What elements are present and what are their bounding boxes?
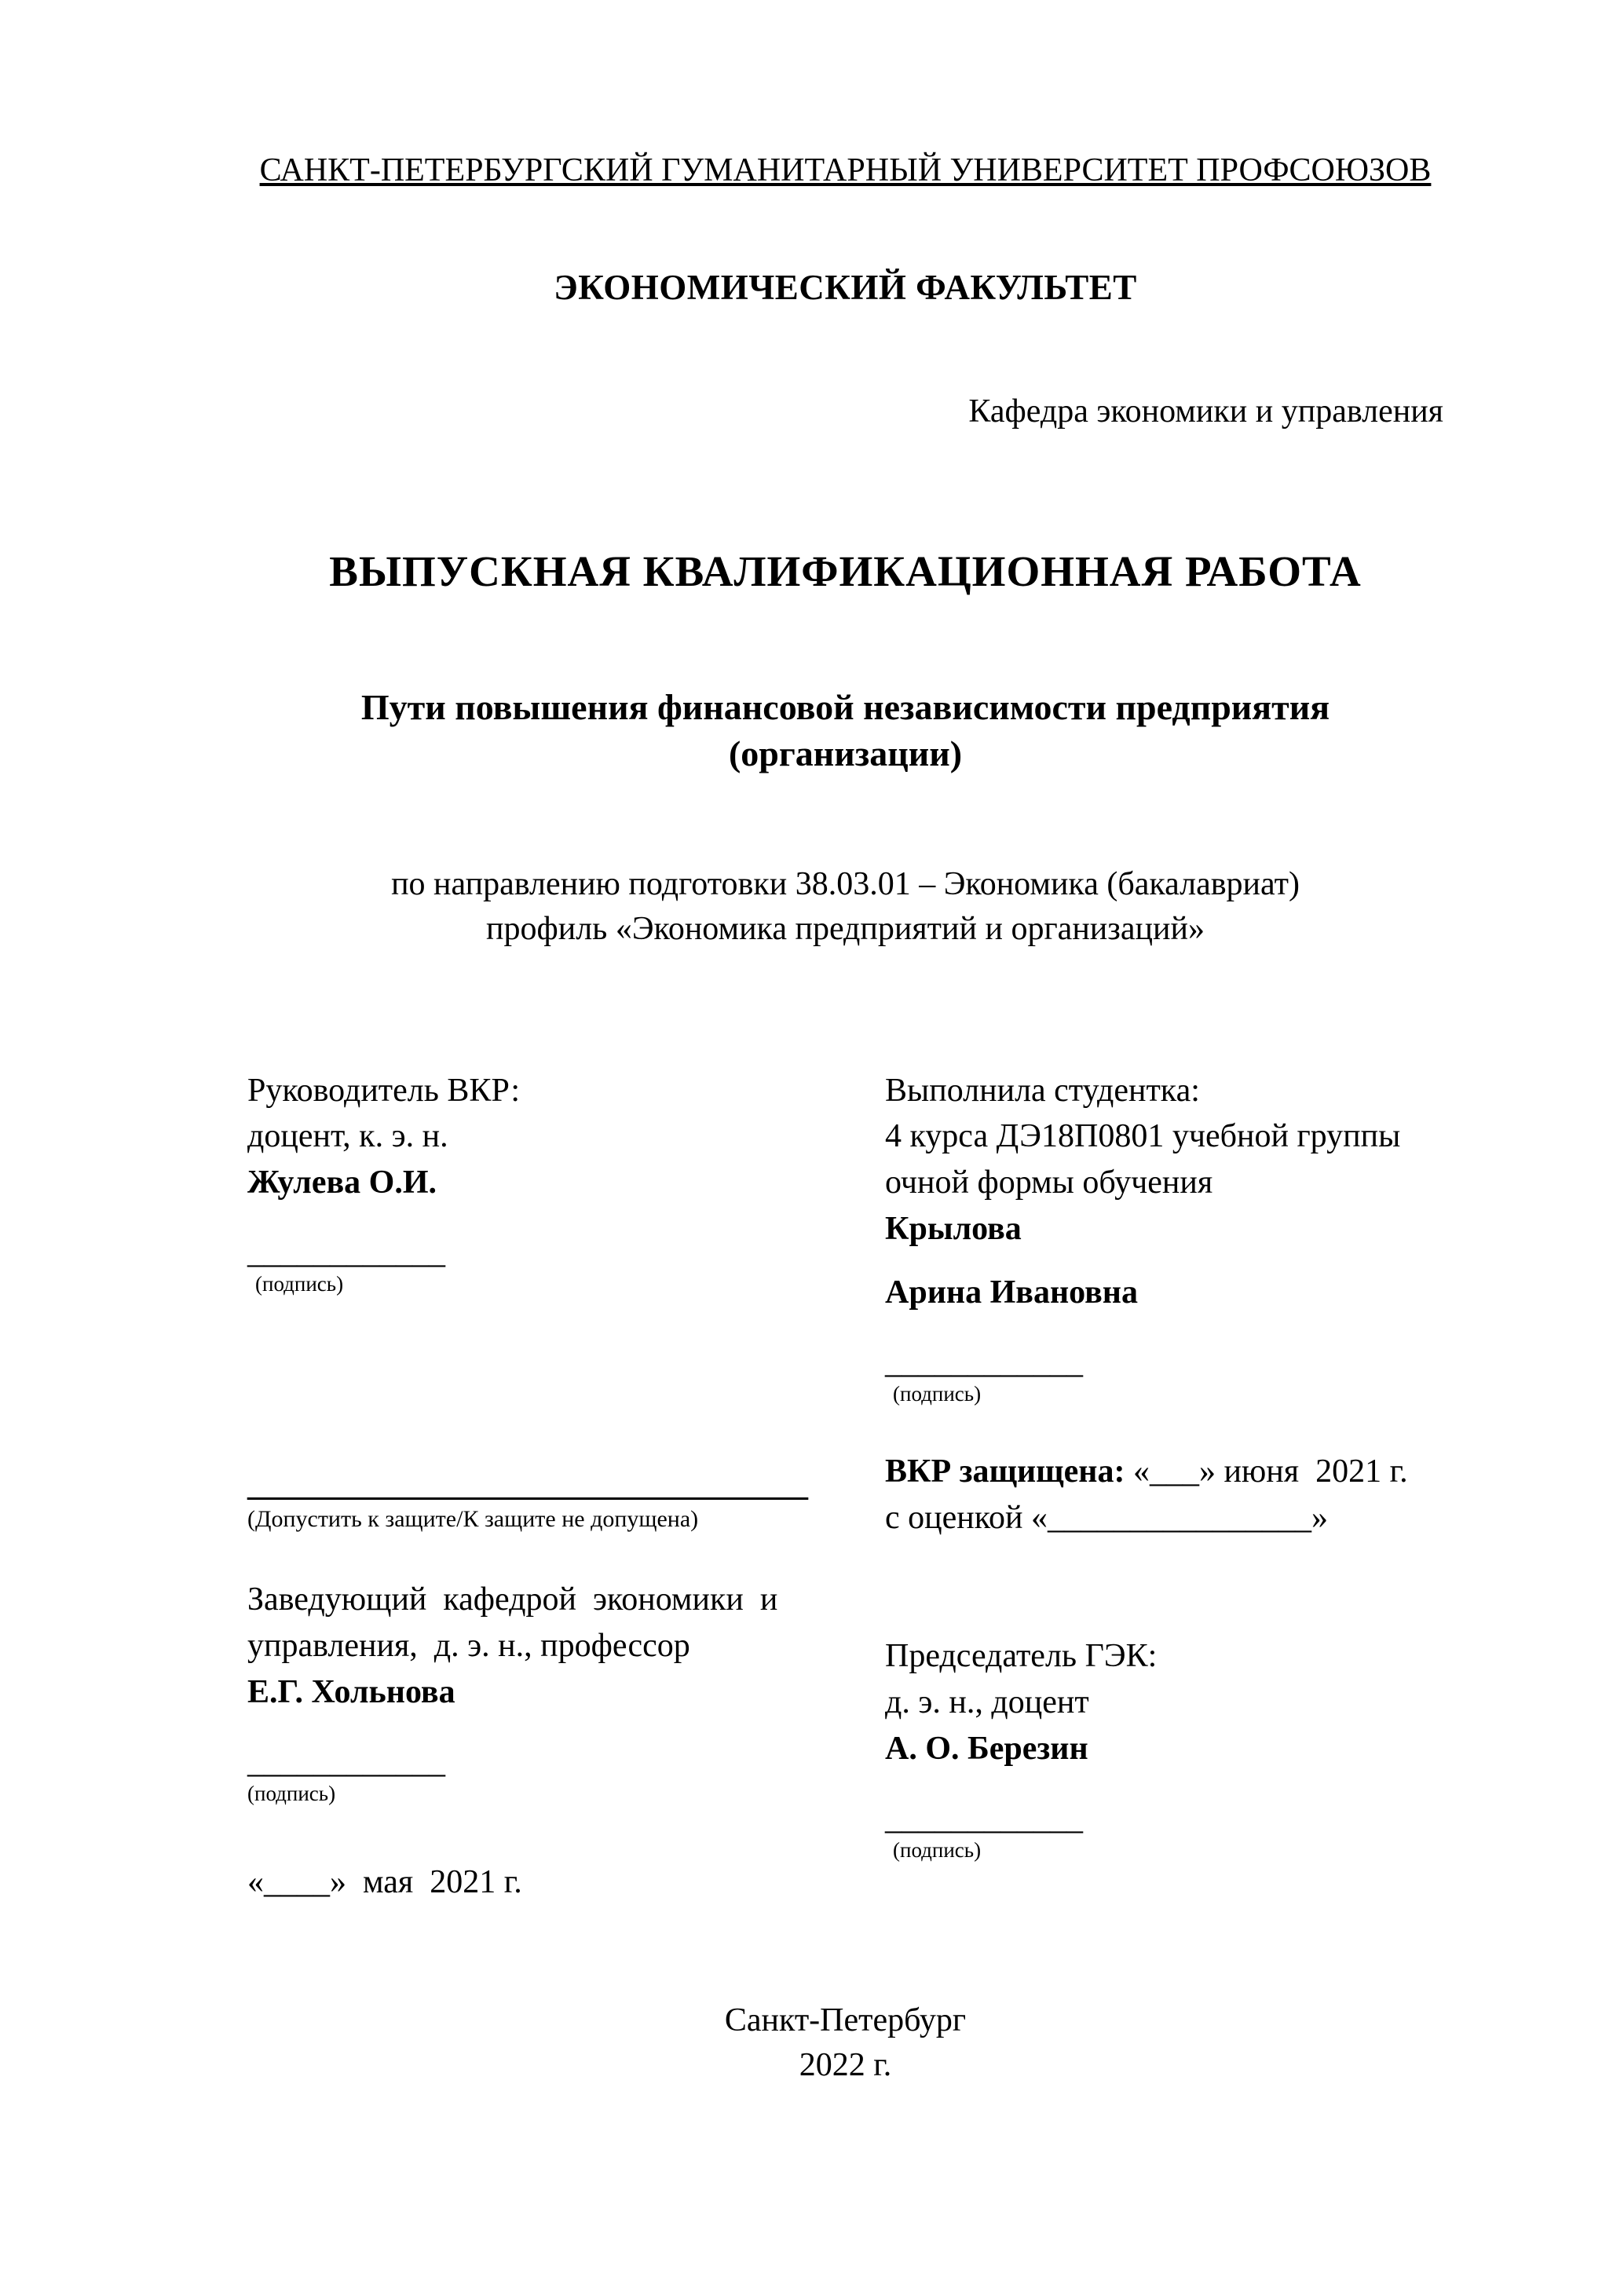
program-direction: по направлению подготовки 38.03.01 – Экономика (бакалавриат) [391, 866, 1300, 903]
department-name: Кафедра экономики и управления [968, 393, 1443, 430]
program-profile: профиль «Экономика предприятий и организаций» [486, 910, 1205, 947]
signatures-section [247, 1068, 1443, 1906]
gek-chair-role: Председатель ГЭК: [885, 1638, 1158, 1675]
supervisor-name: Жулева О.И. [247, 1164, 437, 1201]
defense-status-line [885, 1449, 1443, 1495]
program-info [247, 862, 1443, 951]
head-of-department-block [247, 1577, 885, 1808]
supervisor-title: доцент, к. э. н. [247, 1118, 448, 1155]
supervisor-signature-line: ____________ [247, 1234, 445, 1270]
supervisor-role: Руководитель ВКР: [247, 1072, 521, 1109]
head-role-line1: Заведующий кафедрой экономики и [247, 1581, 778, 1618]
right-column [885, 1068, 1443, 1906]
student-name: Арина Ивановна [885, 1274, 1138, 1311]
gek-chair-signature-line: ____________ [885, 1800, 1083, 1837]
defense-grade-line: с оценкой «________________» [885, 1499, 1328, 1536]
student-group: 4 курса ДЭ18П0801 учебной группы [885, 1118, 1401, 1155]
footer [247, 1998, 1443, 2087]
gek-chair-signature-label: (подпись) [893, 1838, 982, 1862]
admission-signature-line: __________________________________ [247, 1467, 808, 1504]
gek-chair-block [885, 1633, 1443, 1864]
student-surname: Крылова [885, 1210, 1022, 1247]
thesis-topic-line1: Пути повышения финансовой независимости предприятия [360, 686, 1330, 727]
student-signature-line: ____________ [885, 1344, 1083, 1380]
year: 2022 г. [799, 2046, 892, 2083]
thesis-topic-line2: (организации) [728, 733, 963, 774]
admission-label: (Допустить к защите/К защите не допущена) [247, 1506, 699, 1533]
defense-block [885, 1449, 1443, 1541]
defense-status-date: «___» июня 2021 г. [1125, 1453, 1408, 1490]
gek-chair-title: д. э. н., доцент [885, 1684, 1089, 1721]
head-name: Е.Г. Хольнова [247, 1674, 455, 1711]
head-signature-line: ____________ [247, 1743, 445, 1780]
thesis-topic [247, 684, 1443, 778]
left-column [247, 1068, 885, 1906]
faculty-name: ЭКОНОМИЧЕСКИЙ ФАКУЛЬТЕТ [554, 267, 1137, 307]
student-form: очной формы обучения [885, 1164, 1213, 1201]
head-role-line2: управления, д. э. н., профессор [247, 1628, 690, 1665]
approval-date: «____» мая 2021 г. [247, 1864, 522, 1901]
defense-status-label: ВКР защищена: [885, 1453, 1125, 1490]
head-signature-label: (подпись) [247, 1782, 336, 1805]
student-signature-label: (подпись) [893, 1381, 982, 1406]
university-name: САНКТ-ПЕТЕРБУРГСКИЙ ГУМАНИТАРНЫЙ УНИВЕРСИТЕТ ПРОФСОЮЗОВ [259, 152, 1432, 188]
work-type-title: ВЫПУСКНАЯ КВАЛИФИКАЦИОННАЯ РАБОТА [329, 547, 1362, 595]
supervisor-signature-label: (подпись) [255, 1272, 344, 1296]
city: Санкт-Петербург [724, 2002, 967, 2038]
student-role: Выполнила студентка: [885, 1072, 1200, 1109]
gek-chair-name: А. О. Березин [885, 1731, 1088, 1768]
